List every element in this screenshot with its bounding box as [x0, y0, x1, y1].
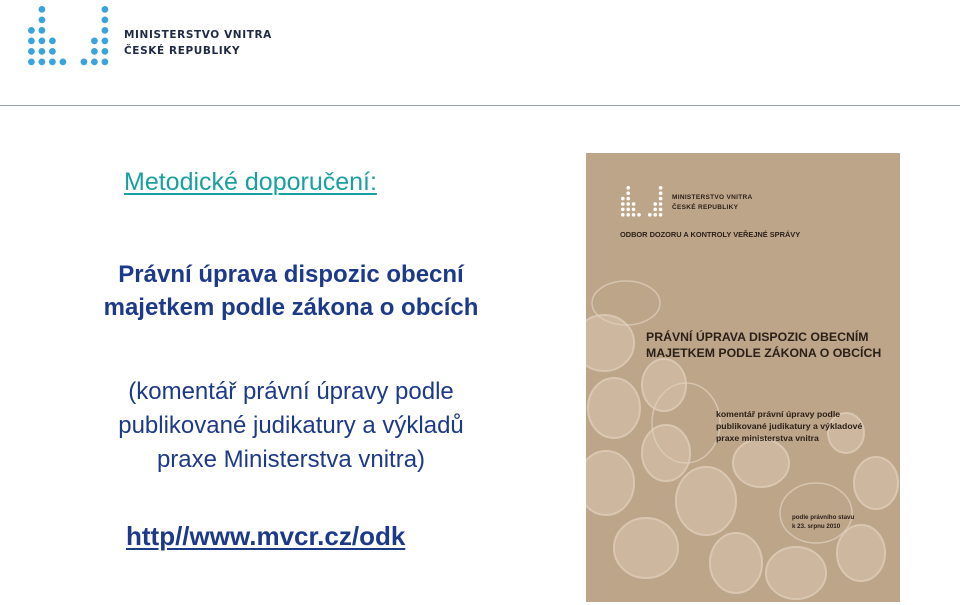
logo-dot [653, 208, 657, 212]
logo-dot [621, 197, 625, 201]
logo-dot [626, 208, 630, 212]
logo-dot [60, 59, 67, 66]
logo-dot [626, 202, 630, 206]
cover-ministry-name [672, 193, 752, 213]
cover-subtitle-line1: komentář právní úpravy podle [716, 409, 841, 419]
document-subtitle-line3: praxe Ministerstva vnitra) [156, 446, 426, 473]
logo-dot [659, 213, 663, 217]
logo-dot [621, 208, 625, 212]
logo-dot [28, 38, 35, 45]
logo-dot [632, 202, 636, 206]
logo-dot [49, 48, 56, 55]
logo-dot [49, 38, 56, 45]
document-title-line1: Právní úprava dispozic obecní [118, 261, 464, 288]
logo-dot [102, 38, 109, 45]
cover-legal-state [792, 513, 854, 531]
cover-title [646, 329, 881, 361]
document-subtitle-line2: publikované judikatury a výkladů [118, 412, 464, 439]
logo-dot [39, 27, 46, 34]
document-subtitle-line1: (komentář právní úpravy podle [128, 378, 454, 405]
logo-dot [659, 186, 663, 190]
logo-dot [626, 191, 630, 195]
logo-dot [621, 213, 625, 217]
logo-dot [659, 202, 663, 206]
logo-dot [91, 48, 98, 55]
logo-dot [621, 202, 625, 206]
cover-subtitle-line2: publikované judikatury a výkladové [716, 421, 863, 431]
logo-dot [632, 208, 636, 212]
logo-dot [49, 59, 56, 66]
logo-dot [102, 6, 109, 13]
logo-dot [102, 59, 109, 66]
logo-dot [659, 191, 663, 195]
publication-cover-image [586, 153, 900, 602]
logo-dot [102, 48, 109, 55]
cover-logo-icon [621, 186, 665, 218]
document-subtitle [30, 375, 552, 477]
logo-dot [39, 38, 46, 45]
document-title [30, 258, 552, 324]
cover-title-line1: PRÁVNÍ ÚPRAVA DISPOZIC OBECNÍM [646, 330, 869, 344]
logo-dot [648, 213, 652, 217]
ministry-name [124, 27, 272, 59]
cover-ministry-line1: MINISTERSTVO VNITRA [672, 194, 753, 201]
logo-dot [102, 17, 109, 24]
logo-dot [637, 213, 641, 217]
cover-title-line2: MAJETKEM PODLE ZÁKONA O OBCÍCH [646, 346, 882, 360]
logo-dot [659, 197, 663, 201]
document-title-line2: majetkem podle zákona o obcích [103, 294, 479, 321]
logo-dot [626, 213, 630, 217]
logo-dot [626, 197, 630, 201]
logo-dot [28, 59, 35, 66]
cover-department: ODBOR DOZORU A KONTROLY VEŘEJNÉ SPRÁVY [620, 230, 801, 239]
cover-subtitle [716, 408, 862, 444]
logo-dot [39, 17, 46, 24]
cover-pattern [586, 153, 900, 602]
cover-legal-state-line2: k 23. srpnu 2010 [792, 523, 841, 530]
logo-dot [39, 6, 46, 13]
logo-dot [81, 59, 88, 66]
cover-ministry-line2: ČESKÉ REPUBLIKY [672, 204, 739, 211]
logo-dot [39, 59, 46, 66]
cover-subtitle-line3: praxe ministerstva vnitra [716, 433, 819, 443]
logo-dot [653, 202, 657, 206]
logo-dot [39, 48, 46, 55]
section-heading: Metodické doporučení: [124, 168, 377, 196]
logo-dot [28, 48, 35, 55]
ministry-name-line1: MINISTERSTVO VNITRA [124, 29, 272, 41]
ministry-name-line2: ČESKÉ REPUBLIKY [124, 45, 241, 57]
logo-dot [91, 59, 98, 66]
logo-dot [659, 208, 663, 212]
page-header [0, 0, 960, 106]
logo-dot [653, 213, 657, 217]
header-divider [0, 105, 960, 106]
ministry-logo-icon [28, 6, 112, 68]
logo-dot [91, 38, 98, 45]
logo-dot [626, 186, 630, 190]
cover-legal-state-line1: podle právního stavu [792, 514, 855, 521]
logo-dot [102, 27, 109, 34]
logo-dot [28, 27, 35, 34]
logo-dot [632, 213, 636, 217]
document-link[interactable]: http//www.mvcr.cz/odk [126, 521, 406, 551]
